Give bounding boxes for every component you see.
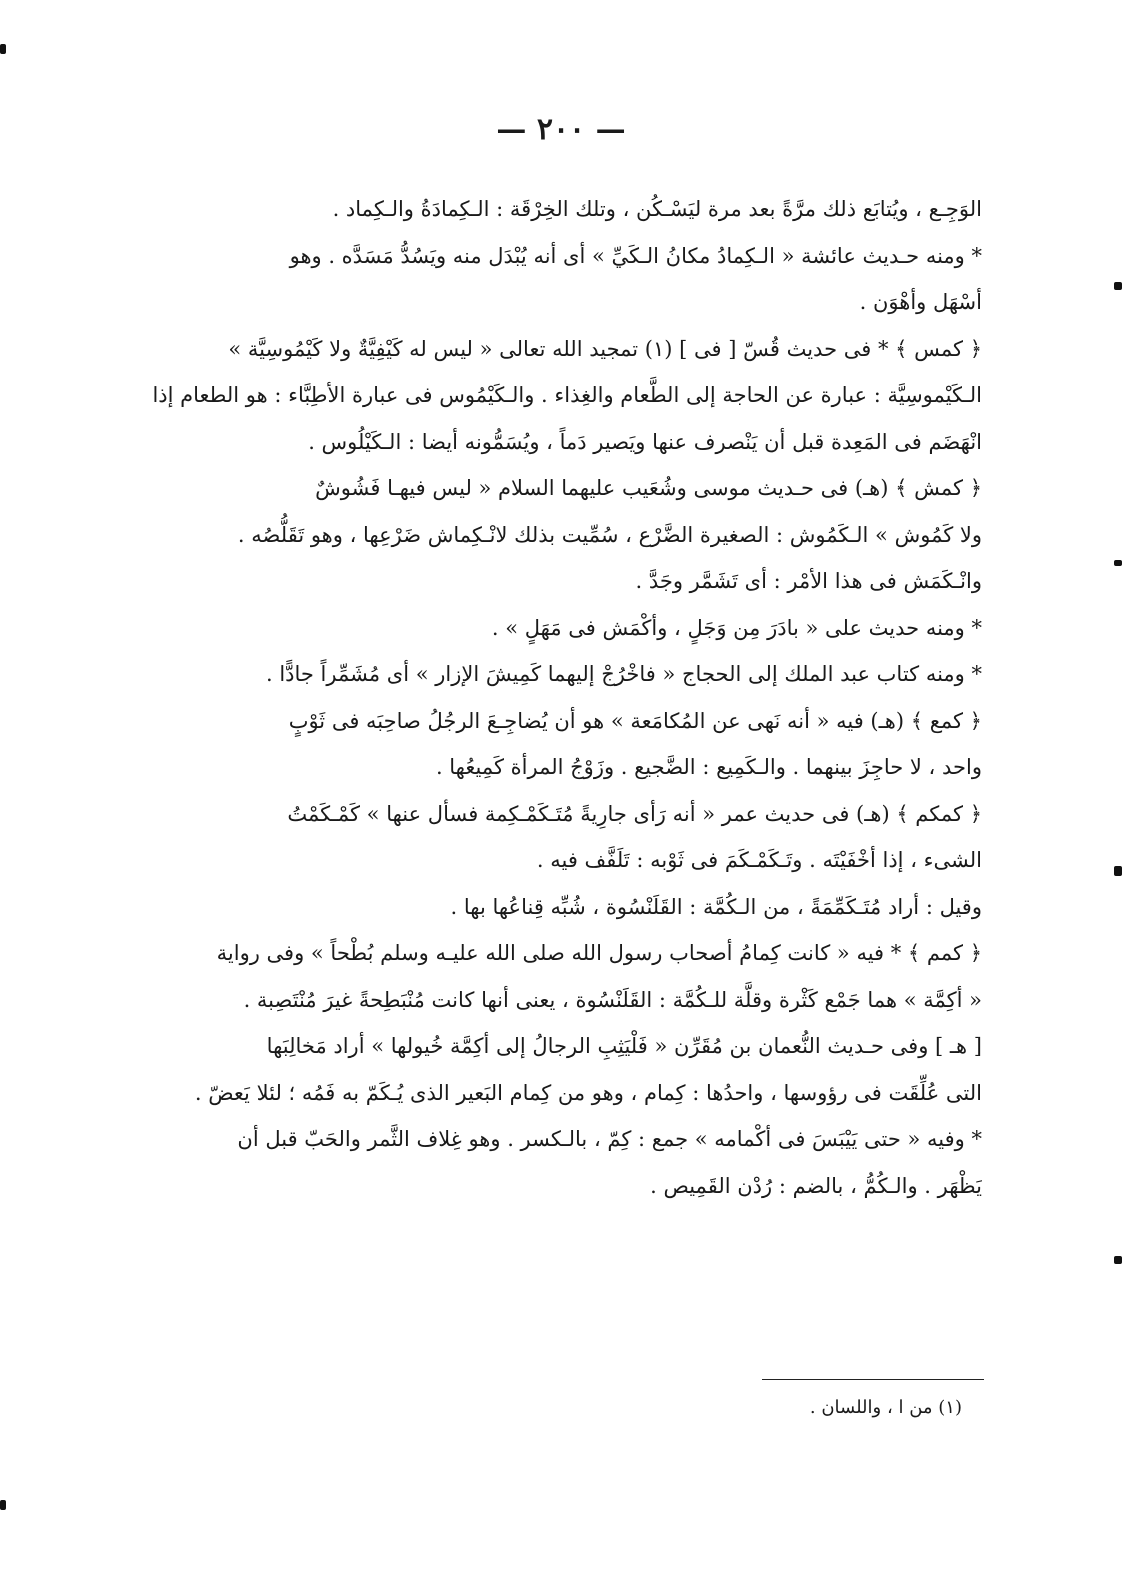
scan-edge-mark [1114,1256,1122,1264]
text-line: * وفيه « حتى يَيْبَسَ فى أكْمامه » جمع : كِمّ ، بالـكسر . وهو غِلاف الثَّمر والحَبّ قبل أن [237,1127,982,1151]
footnote-divider [762,1379,984,1380]
text-line: الـكَيْموسِيَّة : عبارة عن الحاجة إلى الطَّعام والغِذاء . والـكَيْمُوس فى عبارة الأطِبَّاء : هو الطعام إذا [152,383,982,407]
text-line: * ومنه كتاب عبد الملك إلى الحجاج « فاخْرُجْ إليهما كَمِيشَ الإزار » أى مُشَمِّراً جادًّا . [265,662,982,686]
text-line: التى عُلِّقَت فى رؤوسها ، واحدُها : كِمام ، وهو من كِمام البَعير الذى يُـكَمّ به فَمُه ؛ لئلا يَعضّ . [194,1080,982,1105]
scan-edge-mark [0,1500,6,1510]
text-line: * ومنه حديث على « بادَرَ مِن وَجَلٍ ، وأكْمَش فى مَهَلٍ » . [491,615,982,640]
scan-edge-mark [1114,866,1122,876]
text-line: الشىء ، إذا أخْفَيْتَه . وتَـكَمْـكَمَ فى ثَوْبه : تَلَفَّف فيه . [536,848,982,872]
text-line: ﴿ كمع ﴾ (هـ) فيه « أنه نَهى عن المُكامَعة » هو أن يُضاجِـعَ الرجُلُ صاحِبَه فى ثَوْبٍ [288,708,982,733]
text-line: انْهَضَم فى المَعِدة قبل أن يَنْصرف عنها ويَصير دَماً ، ويُسَمُّونه أيضا : الـكَيْلُوس . [308,429,982,454]
page-number: — ٢٠٠ — [496,112,626,147]
text-line: « أكِمَّة » هما جَمْع كَثْرة وقلَّة للـكُمَّة : القَلَنْسُوة ، يعنى أنها كانت مُنْبَطِحةً غيرَ مُنْتَصِبة . [243,987,982,1012]
text-line: واحد ، لا حاجِزَ بينهما . والـكَمِيع : الضَّجيع . وزَوْجُ المرأة كَمِيعُها . [435,755,982,779]
footnote: (١) من ا ، واللسان . [809,1397,962,1418]
scan-edge-mark [1114,560,1122,566]
body-text [140,186,982,1209]
text-line: ﴿ كمس ﴾ * فى حديث قُسّ [ فى ] (١) تمجيد الله تعالى « ليس له كَيْفِيَّةٌ ولا كَيْمُوسِيَّة » [228,336,982,361]
text-line: [ هـ ] وفى حـديث النُّعمان بن مُقَرِّن « فَلْيَثِبِ الرجالُ إلى أكِمَّة خُيولها » أراد مَخالِبَها [266,1034,982,1058]
text-line: يَظْهَر . والـكُمُّ ، بالضم : رُدْن القَمِيص . [650,1173,982,1198]
text-line: وانْـكَمَش فى هذا الأمْر : أى تَشَمَّر وجَدَّ . [635,569,982,593]
scan-edge-mark [0,44,6,54]
text-line: الوَجِـع ، ويُتابَع ذلك مرَّةً بعد مرة ليَسْـكُن ، وتلك الخِرْقَة : الـكِمادَةُ والـكِماد . [332,197,982,221]
scan-edge-mark [1114,282,1122,290]
text-line: ﴿ كمكم ﴾ (هـ) فى حديث عمر « أنه رَأى جارِيةً مُتَـكَمْـكِمة فسأل عنها » كَمْـكَمْتُ [287,801,982,826]
text-line: * ومنه حـديث عائشة « الـكِمادُ مكانُ الـكَيِّ » أى أنه يُبْدَل منه ويَسُدُّ مَسَدَّه . وهو [289,243,982,268]
text-line: ﴿ كمش ﴾ (هـ) فى حـديث موسى وشُعَيب عليهما السلام « ليس فيهـا فَشُوشٌ [315,476,982,500]
text-line: ﴿ كمم ﴾ * فيه « كانت كِمامُ أصحاب رسول الله صلى الله عليـه وسلم بُطْحاً » وفى رواية [216,941,982,965]
text-line: ولا كَمُوش » الـكَمُوش : الصغيرة الضَّرْع ، سُمِّيت بذلك لانْـكِماش ضَرْعِها ، وهو تَقَلُّصُه . [237,522,982,547]
text-line: أسْهَل وأهْوَن . [859,290,982,314]
text-line: وقيل : أراد مُتَـكَمِّمَةً ، من الـكُمَّة : القَلَنْسُوة ، شُبِّه قِناعُها بها . [450,894,982,919]
